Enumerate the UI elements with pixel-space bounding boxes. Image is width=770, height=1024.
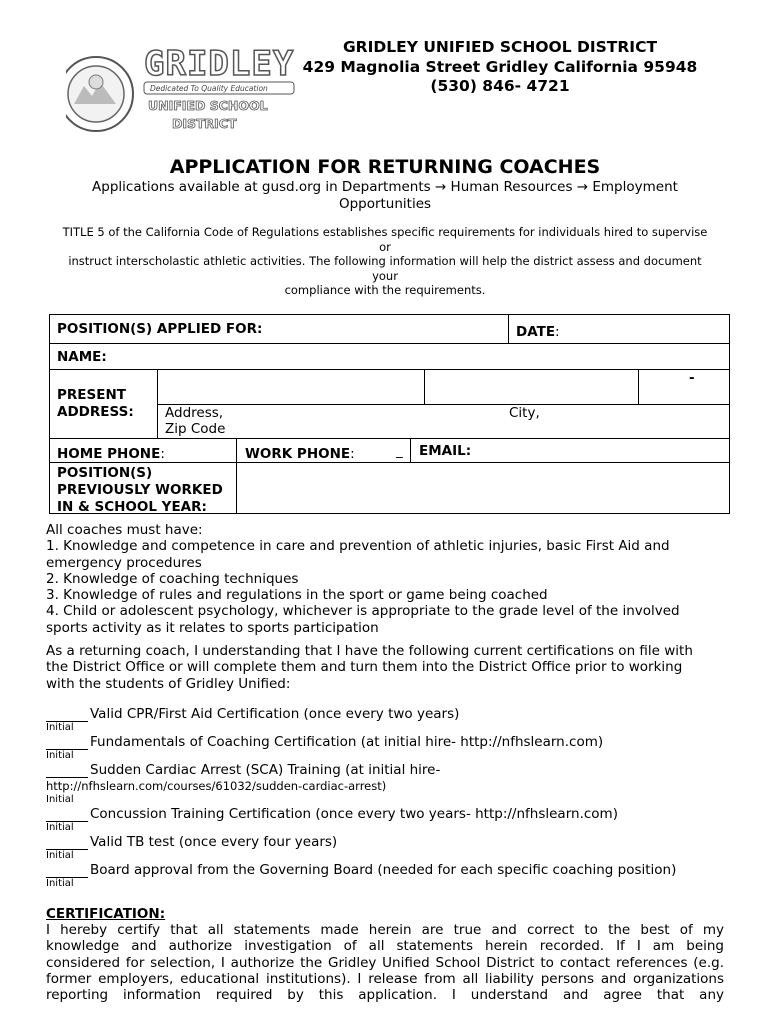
logo-sub1: UNIFIED SCHOOL <box>148 98 268 113</box>
present-label: PRESENT <box>57 387 126 403</box>
district-header <box>280 38 720 97</box>
certification-line2: knowledge and authorize investigation of all statements herein recorded. If I am being <box>46 938 724 955</box>
returning-paragraph <box>46 643 736 692</box>
title5-line5: compliance with the requirements. <box>284 283 486 297</box>
cert-text: Valid TB test (once every four years) <box>90 834 338 850</box>
work-phone-label-group <box>245 443 355 463</box>
work-phone-underscore: _ <box>396 443 403 459</box>
home-phone-colon: : <box>160 446 165 462</box>
work-phone-label: WORK PHONE <box>245 446 351 462</box>
certification-line3: considered for selection, I authorize the Gridley Unified School District to contact references (e.g. <box>46 954 724 971</box>
home-phone-label-group <box>57 443 165 463</box>
previous-positions-field[interactable] <box>238 464 728 512</box>
title5-paragraph <box>30 225 740 298</box>
district-phone: (530) 846- 4721 <box>430 77 570 95</box>
date-label: DATE <box>516 324 556 340</box>
requirement-2: 2. Knowledge of coaching techniques <box>46 570 299 587</box>
requirement-1b: emergency procedures <box>46 554 202 571</box>
subtitle <box>40 179 730 212</box>
certification-line4: former employers, educational institutions). I release from all liability persons and organizations <box>46 970 724 987</box>
requirements-intro: All coaches must have: <box>46 522 203 538</box>
address-hint: Address, <box>165 405 224 421</box>
returning-line3: with the students of Gridley Unified: <box>46 675 291 692</box>
title5-line2: or <box>379 239 391 254</box>
returning-line2: the District Office or will complete them and turn them into the District Office prior to working <box>46 659 683 676</box>
city-hint: City, <box>509 405 540 421</box>
title5-line3: instruct interscholastic athletic activities. The following information will help the district assess and document <box>68 254 702 268</box>
name-label: NAME: <box>57 349 107 365</box>
requirement-3: 3. Knowledge of rules and regulations in the sport or game being coached <box>46 587 548 604</box>
date-label-group <box>516 321 560 341</box>
requirement-4b: sports activity as it relates to sports participation <box>46 619 379 636</box>
home-phone-label: HOME PHONE <box>57 446 161 462</box>
initial-label: Initial <box>46 794 74 805</box>
certification-paragraph <box>46 922 724 1003</box>
cert-text-url: http://nfhslearn.com/courses/61032/sudden-cardiac-arrest) <box>46 779 387 793</box>
page-title: APPLICATION FOR RETURNING COACHES <box>169 156 601 178</box>
certification-heading: CERTIFICATION: <box>46 906 166 922</box>
initial-label: Initial <box>46 722 74 733</box>
position-applied-label: POSITION(S) APPLIED FOR: <box>57 321 263 337</box>
initial-label: Initial <box>46 750 74 761</box>
name-field[interactable] <box>120 345 728 368</box>
cert-text: Sudden Cardiac Arrest (SCA) Training (at initial hire- <box>90 762 441 778</box>
previous-label-line2: PREVIOUSLY WORKED <box>57 482 223 498</box>
home-phone-field[interactable] <box>170 440 234 461</box>
previous-positions-label <box>57 465 223 516</box>
address-field[interactable] <box>159 371 423 403</box>
requirement-4a: 4. Child or adolescent psychology, whichever is appropriate to the grade level of the involved <box>46 603 680 620</box>
zip-field[interactable] <box>640 371 728 403</box>
cert-text: Concussion Training Certification (once every two years- http://nfhslearn.com) <box>90 806 618 822</box>
district-address: 429 Magnolia Street Gridley California 95948 <box>302 57 698 76</box>
returning-line1: As a returning coach, I understanding that I have the following current certifications on file with <box>46 643 693 659</box>
cert-text: Board approval from the Governing Board (needed for each specific coaching position) <box>90 862 677 878</box>
cert-text: Valid CPR/First Aid Certification (once every two years) <box>90 706 460 722</box>
previous-label-line3: IN & SCHOOL YEAR: <box>57 499 207 515</box>
initial-label: Initial <box>46 850 74 861</box>
email-field[interactable] <box>478 440 728 461</box>
subtitle-line2: Opportunities <box>338 195 432 212</box>
previous-label-line1: POSITION(S) <box>57 465 153 481</box>
initial-blank[interactable] <box>46 777 88 778</box>
initial-label: Initial <box>46 878 74 889</box>
district-logo <box>66 44 296 134</box>
certification-line1: I hereby certify that all statements made herein are true and correct to the best of my <box>46 922 724 938</box>
city-field[interactable] <box>426 371 637 403</box>
address-label: ADDRESS: <box>57 404 134 420</box>
subtitle-line1: Applications available at gusd.org in Departments → Human Resources → Employment <box>92 179 678 195</box>
date-colon: : <box>555 324 560 340</box>
zip-hint: Zip Code <box>165 421 226 437</box>
logo-wordmark: GRIDLEY <box>144 44 295 84</box>
logo-sub2: DISTRICT <box>172 116 237 131</box>
position-applied-field[interactable] <box>300 316 505 342</box>
title5-line1: TITLE 5 of the California Code of Regulations establishes specific requirements for individuals hired to supervise <box>62 225 708 239</box>
logo-banner: Dedicated To Quality Education <box>150 84 268 93</box>
date-field[interactable] <box>570 316 728 342</box>
certification-line5: reporting information required by this application. I understand and agree that any <box>46 987 724 1004</box>
district-name: GRIDLEY UNIFIED SCHOOL DISTRICT <box>342 38 658 56</box>
email-label: EMAIL: <box>419 443 472 459</box>
zip-dash: - <box>689 370 695 386</box>
cert-text: Fundamentals of Coaching Certification (at initial hire- http://nfhslearn.com) <box>90 734 604 750</box>
requirements-list <box>46 522 736 636</box>
requirement-1a: 1. Knowledge and competence in care and prevention of athletic injuries, basic First Aid and <box>46 538 670 555</box>
title5-line4: your <box>372 268 398 283</box>
work-phone-colon: : <box>350 446 355 462</box>
initial-label: Initial <box>46 822 74 833</box>
